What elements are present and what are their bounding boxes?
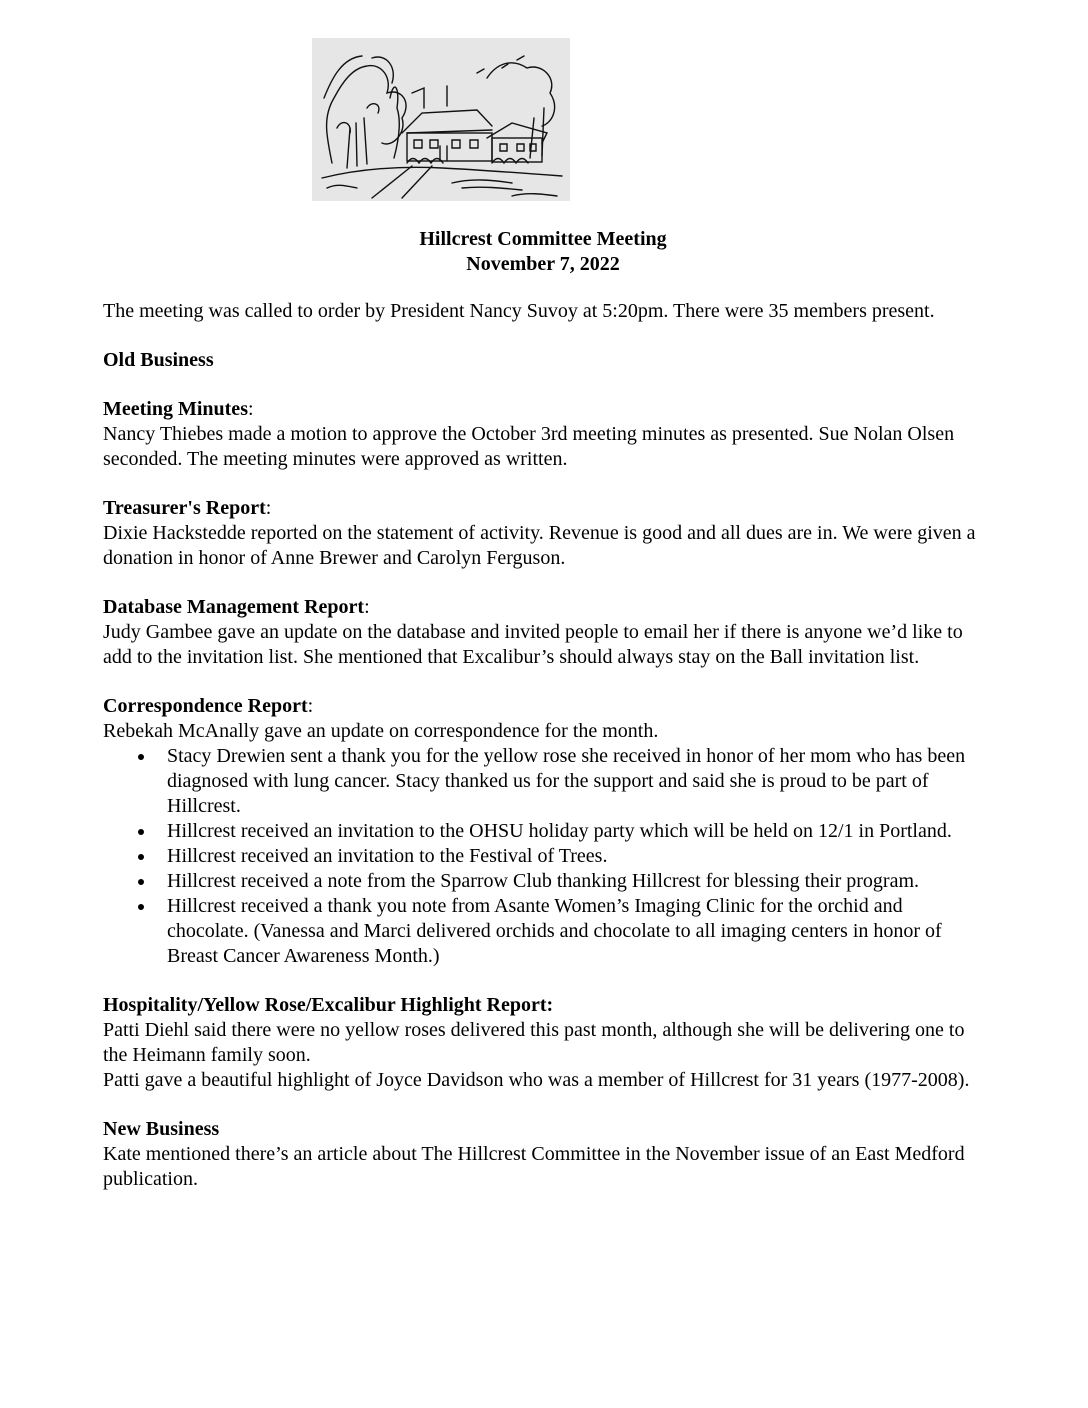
treasurer-section bbox=[103, 496, 983, 521]
meeting-minutes-heading: Meeting Minutes bbox=[103, 398, 248, 420]
list-item: Hillcrest received an invitation to the OHSU holiday party which will be held on 12/1 in Portland. bbox=[167, 819, 983, 844]
correspondence-body: Rebekah McAnally gave an update on correspondence for the month. bbox=[103, 720, 659, 742]
correspondence-colon: : bbox=[307, 695, 314, 717]
hospitality-body-2: Patti gave a beautiful highlight of Joyce Davidson who was a member of Hillcrest for 31 years (1977-2008). bbox=[103, 1069, 970, 1091]
database-section bbox=[103, 595, 983, 620]
hospitality-heading: Hospitality/Yellow Rose/Excalibur Highlight Report: bbox=[103, 994, 554, 1016]
database-colon: : bbox=[364, 596, 370, 618]
new-business-heading: New Business bbox=[103, 1118, 220, 1140]
meeting-minutes-section bbox=[103, 397, 983, 422]
list-item: Hillcrest received a note from the Sparrow Club thanking Hillcrest for blessing their program. bbox=[167, 869, 983, 894]
treasurer-colon: : bbox=[265, 497, 272, 519]
database-heading: Database Management Report bbox=[103, 596, 365, 618]
meeting-minutes-body: Nancy Thiebes made a motion to approve the October 3rd meeting minutes as presented. Sue Nolan Olsen seconded. The meeting minutes were approved as written. bbox=[103, 423, 955, 470]
database-body: Judy Gambee gave an update on the database and invited people to email her if there is anyone we’d like to add to the invitation list. She mentioned that Excalibur’s should always stay on the Ball invitation list. bbox=[103, 621, 963, 668]
hospitality-body-1: Patti Diehl said there were no yellow roses delivered this past month, although she will be delivering one to the Heimann family soon. bbox=[103, 1019, 965, 1066]
new-business-body: Kate mentioned there’s an article about The Hillcrest Committee in the November issue of an East Medford publication. bbox=[103, 1143, 965, 1190]
treasurer-heading: Treasurer's Report bbox=[103, 497, 266, 519]
meeting-minutes-colon: : bbox=[247, 398, 254, 420]
list-item: Hillcrest received an invitation to the Festival of Trees. bbox=[167, 844, 983, 869]
old-business-heading: Old Business bbox=[103, 349, 214, 371]
document-date: November 7, 2022 bbox=[466, 253, 620, 275]
correspondence-heading: Correspondence Report bbox=[103, 695, 308, 717]
intro-paragraph: The meeting was called to order by President Nancy Suvoy at 5:20pm. There were 35 members present. bbox=[103, 300, 935, 322]
hillcrest-logo-image bbox=[312, 38, 570, 201]
treasurer-body: Dixie Hackstedde reported on the statement of activity. Revenue is good and all dues are in. We were given a donation in honor of Anne Brewer and Carolyn Ferguson. bbox=[103, 522, 976, 569]
house-sketch-icon bbox=[312, 38, 570, 201]
list-item: Stacy Drewien sent a thank you for the yellow rose she received in honor of her mom who has been diagnosed with lung cancer. Stacy thanked us for the support and said she is proud to be part of Hillcrest. bbox=[167, 744, 983, 819]
minutes-body bbox=[103, 299, 983, 1192]
correspondence-section bbox=[103, 694, 983, 719]
document-title-block bbox=[103, 227, 983, 277]
correspondence-list bbox=[103, 744, 983, 969]
document-title: Hillcrest Committee Meeting bbox=[419, 228, 667, 250]
list-item: Hillcrest received a thank you note from Asante Women’s Imaging Clinic for the orchid and chocolate. (Vanessa and Marci delivered orchids and chocolate to all imaging centers in honor of Breast Cancer Awareness Month.) bbox=[167, 894, 983, 969]
